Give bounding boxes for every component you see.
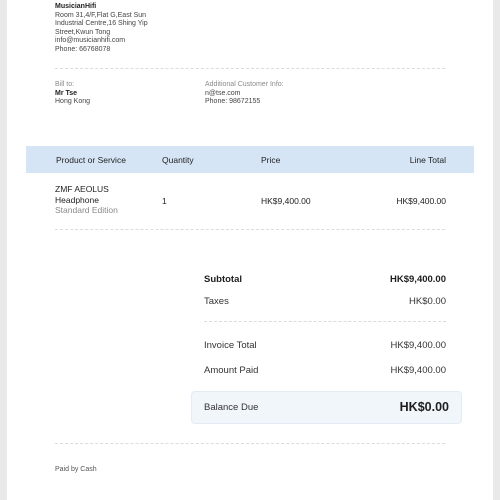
divider xyxy=(55,229,445,230)
product-name-line-1: ZMF AEOLUS xyxy=(55,184,109,194)
header-line-total: Line Total xyxy=(409,155,446,165)
header-price: Price xyxy=(261,155,281,165)
taxes-value: HK$0.00 xyxy=(409,296,446,307)
bill-to-section xyxy=(55,81,90,107)
additional-info-label: Additional Customer Info: xyxy=(205,81,284,88)
row-price: HK$9,400.00 xyxy=(261,196,311,206)
subtotal-value: HK$9,400.00 xyxy=(390,274,446,285)
amount-paid-value: HK$9,400.00 xyxy=(390,365,446,376)
table-row xyxy=(55,184,150,216)
product-name-line-2: Headphone xyxy=(55,194,99,205)
subtotal-label: Subtotal xyxy=(204,274,242,285)
taxes-label: Taxes xyxy=(204,296,229,307)
customer-location: Hong Kong xyxy=(55,98,91,106)
seller-address-line-3: Street,Kwun Tong xyxy=(55,28,111,36)
invoice-total-value: HK$9,400.00 xyxy=(390,340,446,351)
invoice-page xyxy=(7,0,493,500)
divider xyxy=(204,321,446,322)
row-quantity: 1 xyxy=(162,196,167,206)
divider xyxy=(55,68,445,69)
customer-email: n@tse.com xyxy=(205,89,241,97)
seller-address-line-1: Room 31,4/F,Flat G,East Sun xyxy=(55,11,147,19)
payment-note: Paid by Cash xyxy=(55,466,97,473)
seller-phone: Phone: 66768078 xyxy=(55,45,111,53)
divider xyxy=(55,443,445,444)
invoice-total-label: Invoice Total xyxy=(204,340,257,351)
seller-info xyxy=(55,3,148,55)
balance-due-label: Balance Due xyxy=(204,402,259,413)
seller-address-line-2: Industrial Centre,16 Shing Yip xyxy=(55,20,148,28)
header-quantity: Quantity xyxy=(162,155,194,165)
amount-paid-label: Amount Paid xyxy=(204,365,259,376)
header-product: Product or Service xyxy=(56,155,126,165)
customer-name: Mr Tse xyxy=(55,89,78,97)
seller-email: info@musicianhifi.com xyxy=(55,37,126,45)
balance-due-value: HK$0.00 xyxy=(399,400,449,414)
row-line-total: HK$9,400.00 xyxy=(396,196,446,206)
additional-customer-info xyxy=(205,81,284,107)
customer-phone: Phone: 98672155 xyxy=(205,98,261,106)
balance-due-box xyxy=(191,391,462,424)
table-header xyxy=(26,146,474,173)
seller-name: MusicianHifi xyxy=(55,3,97,10)
product-variant: Standard Edition xyxy=(55,205,118,215)
bill-to-label: Bill to: xyxy=(55,81,75,88)
